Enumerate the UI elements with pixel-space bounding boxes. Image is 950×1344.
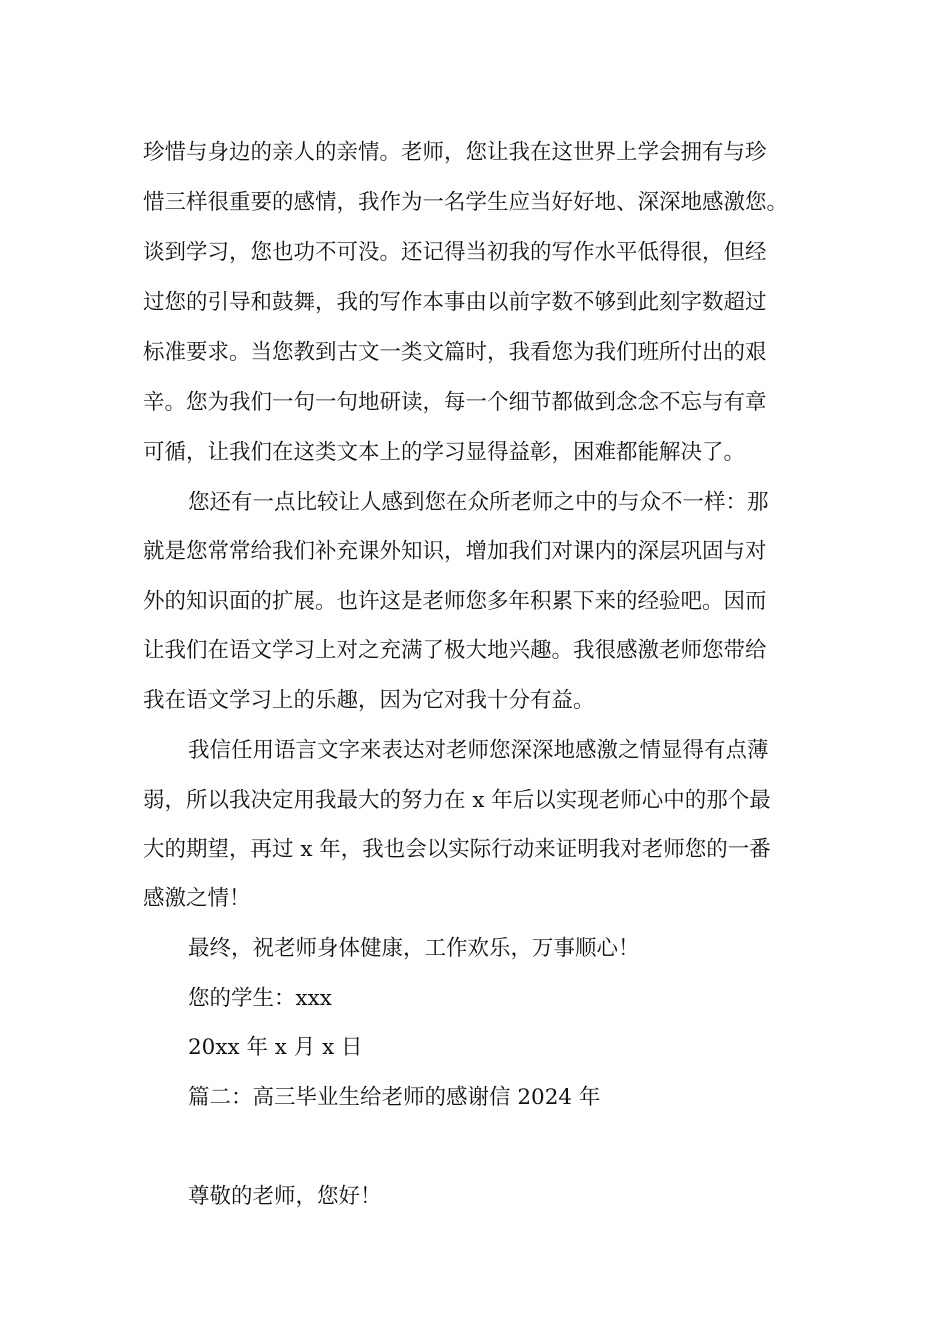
paragraph-line: 过您的引导和鼓舞，我的写作本事由以前字数不够到此刻字数超过 [143,290,767,315]
paragraph-line: 就是您常常给我们补充课外知识，增加我们对课内的深层巩固与对 [143,539,767,564]
paragraph-line: 让我们在语文学习上对之充满了极大地兴趣。我很感激老师您带给 [143,638,767,663]
salutation-line: 尊敬的老师，您好！ [188,1184,382,1209]
paragraph-line: 外的知识面的扩展。也许这是老师您多年积累下来的经验吧。因而 [143,589,767,614]
paragraph-line: 我在语文学习上的乐趣，因为它对我十分有益。 [143,688,595,713]
paragraph-line: 珍惜与身边的亲人的亲情。老师，您让我在这世界上学会拥有与珍 [143,140,767,165]
paragraph-line: 谈到学习，您也功不可没。还记得当初我的写作水平低得很，但经 [143,240,767,265]
paragraph-line: 辛。您为我们一句一句地研读，每一个细节都做到念念不忘与有章 [143,390,767,415]
section-heading: 篇二：高三毕业生给老师的感谢信 2024 年 [188,1085,601,1110]
paragraph-line: 大的期望，再过 x 年，我也会以实际行动来证明我对老师您的一番 [143,837,771,862]
paragraph-line: 可循，让我们在这类文本上的学习显得益彰，困难都能解决了。 [143,440,746,465]
paragraph-line: 弱，所以我决定用我最大的努力在 x 年后以实现老师心中的那个最 [143,788,771,813]
paragraph-line: 我信任用语言文字来表达对老师您深深地感激之情显得有点薄 [188,738,769,763]
signature-line: 您的学生：xxx [188,986,332,1011]
closing-wish: 最终，祝老师身体健康，工作欢乐，万事顺心！ [188,936,640,961]
paragraph-line: 标准要求。当您教到古文一类文篇时，我看您为我们班所付出的艰 [143,340,767,365]
paragraph-line: 惜三样很重要的感情，我作为一名学生应当好好地、深深地感激您。 [143,190,789,215]
paragraph-line: 您还有一点比较让人感到您在众所老师之中的与众不一样：那 [188,490,769,515]
paragraph-line: 感激之情！ [143,886,251,911]
date-line: 20xx 年 x 月 x 日 [188,1035,363,1060]
